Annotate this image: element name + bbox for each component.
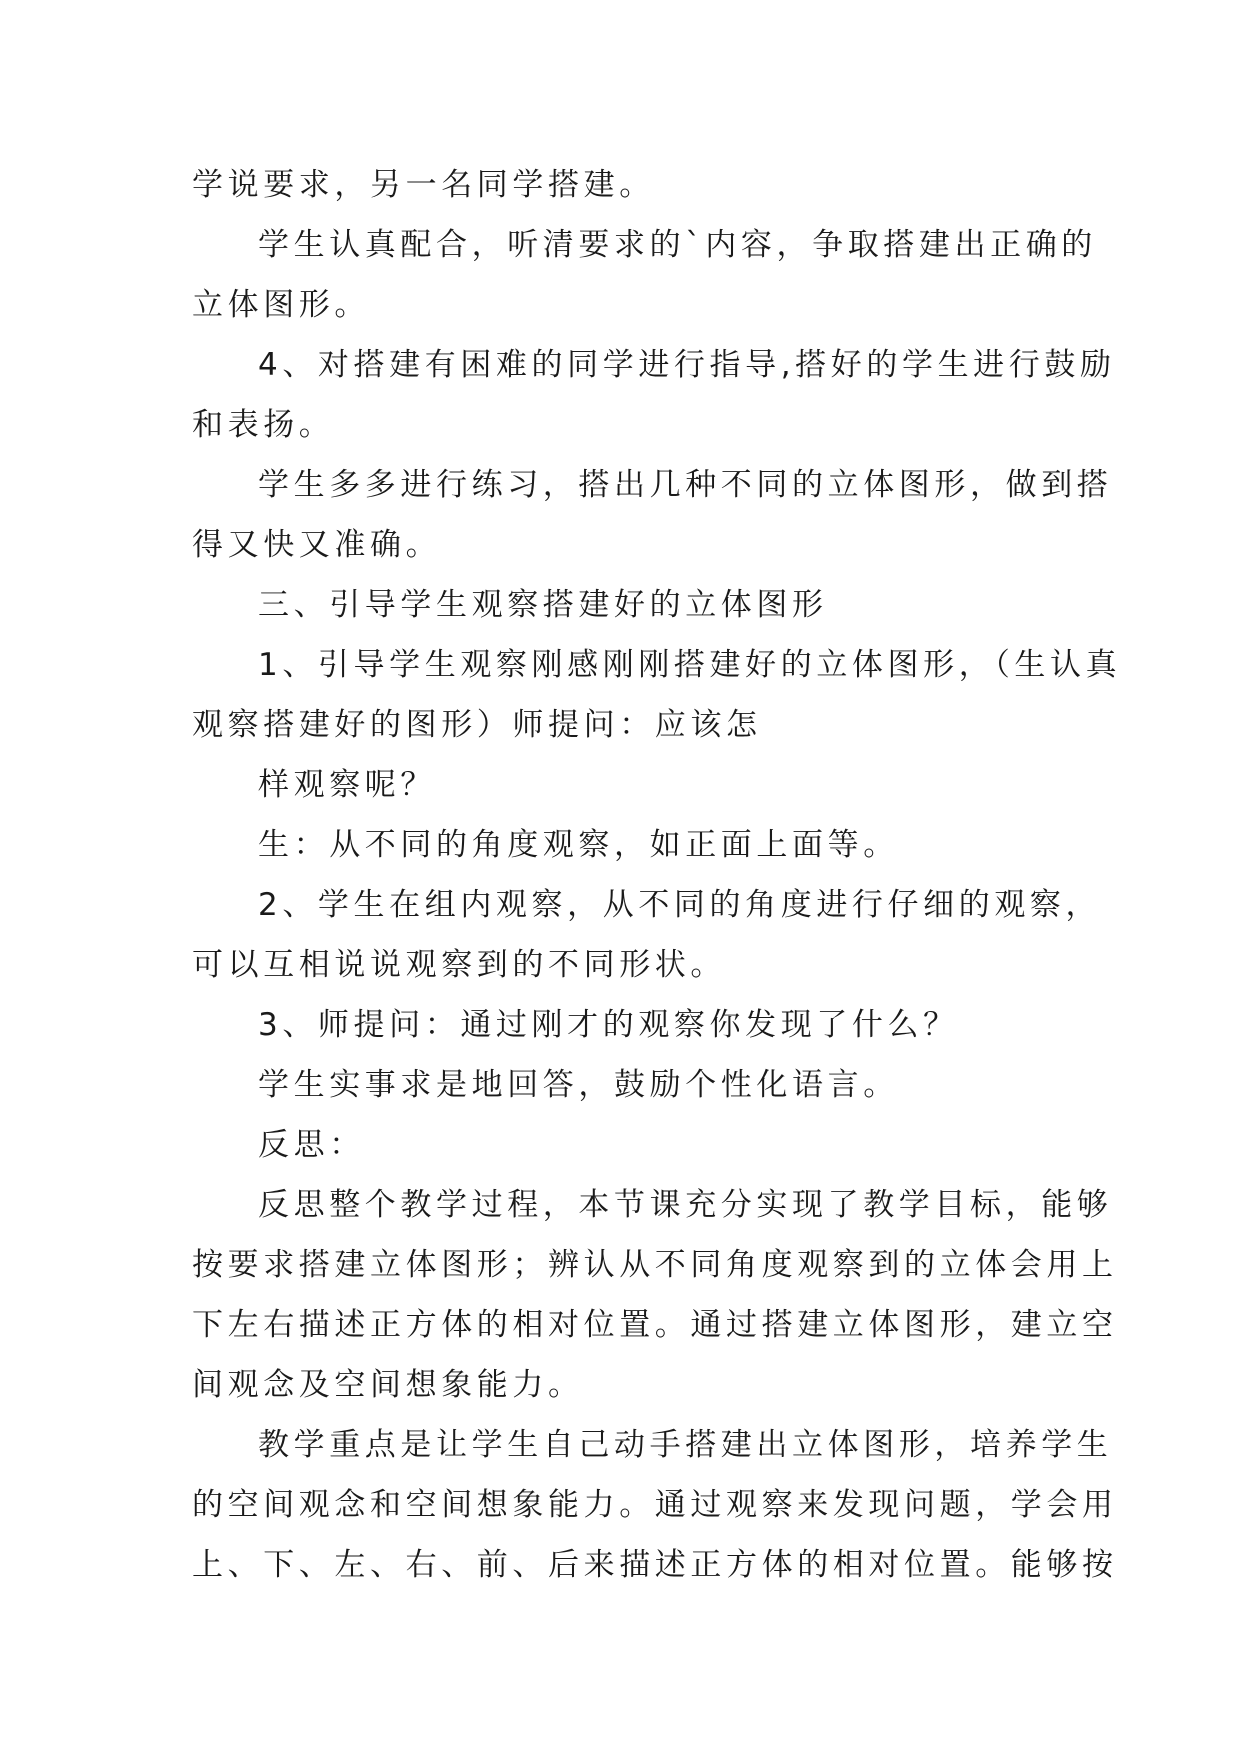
- text-line: 学生实事求是地回答，鼓励个性化语言。: [258, 1067, 899, 1103]
- text-line: 学生多多进行练习，搭出几种不同的立体图形，做到搭: [258, 467, 1113, 503]
- text-line: 上、下、左、右、前、后来描述正方体的相对位置。能够按: [192, 1547, 1118, 1583]
- text-line: 2、学生在组内观察，从不同的角度进行仔细的观察，: [258, 887, 1102, 923]
- text-line: 3、师提问：通过刚才的观察你发现了什么？: [258, 1007, 959, 1043]
- text-line: 学生认真配合，听清要求的`内容，争取搭建出正确的: [258, 227, 1097, 263]
- text-line: 反思整个教学过程，本节课充分实现了教学目标，能够: [258, 1187, 1113, 1223]
- section-heading: 三、引导学生观察搭建好的立体图形: [258, 587, 828, 623]
- text-line: 观察搭建好的图形）师提问：应该怎: [192, 707, 762, 743]
- text-line: 立体图形。: [192, 287, 370, 323]
- text-line: 4、对搭建有困难的同学进行指导,搭好的学生进行鼓励: [258, 347, 1116, 383]
- document-body: [192, 155, 1122, 1595]
- text-line: 教学重点是让学生自己动手搭建出立体图形，培养学生: [258, 1427, 1113, 1463]
- section-heading: 反思：: [258, 1127, 365, 1163]
- text-line: 得又快又准确。: [192, 527, 442, 563]
- text-line: 和表扬。: [192, 407, 335, 443]
- text-line: 按要求搭建立体图形；辨认从不同角度观察到的立体会用上: [192, 1247, 1118, 1283]
- text-line: 可以互相说说观察到的不同形状。: [192, 947, 726, 983]
- text-line: 1、引导学生观察刚感刚刚搭建好的立体图形，（生认真: [258, 647, 1122, 683]
- text-line: 生：从不同的角度观察，如正面上面等。: [258, 827, 899, 863]
- text-line: 下左右描述正方体的相对位置。通过搭建立体图形，建立空: [192, 1307, 1118, 1343]
- text-line: 样观察呢？: [258, 767, 436, 803]
- text-line: 学说要求，另一名同学搭建。: [192, 167, 655, 203]
- text-line: 的空间观念和空间想象能力。通过观察来发现问题，学会用: [192, 1487, 1118, 1523]
- text-line: 间观念及空间想象能力。: [192, 1367, 584, 1403]
